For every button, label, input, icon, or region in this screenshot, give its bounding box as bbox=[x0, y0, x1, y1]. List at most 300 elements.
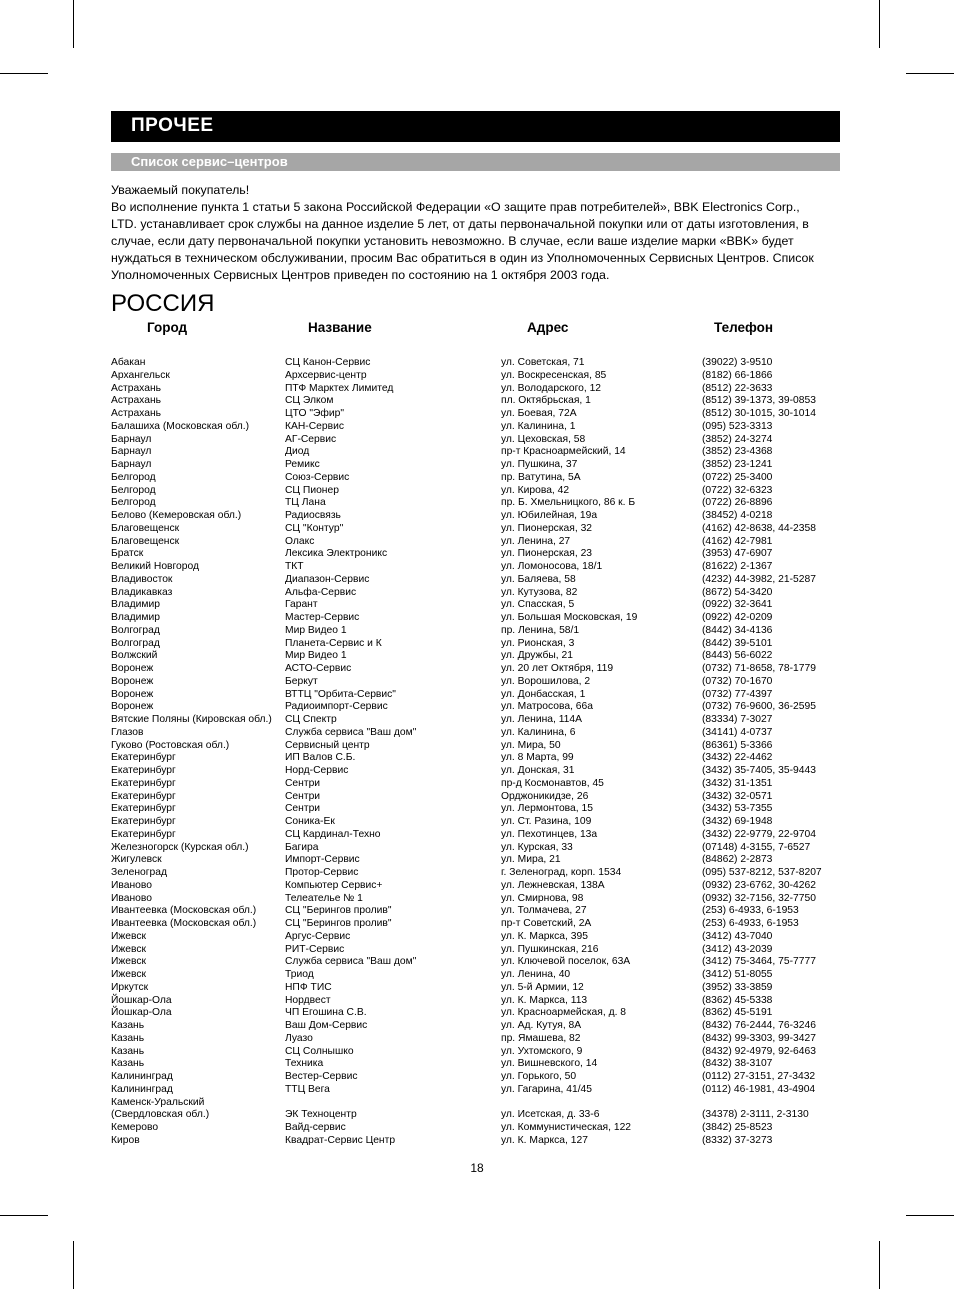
name-cell: ТЦ Лана bbox=[285, 497, 326, 509]
name-cell: Сентри bbox=[285, 777, 321, 789]
city-cell: Иваново bbox=[111, 879, 152, 891]
address-cell: ул. Красноармейская, д. 8 bbox=[501, 1007, 627, 1019]
city-cell: Владимир bbox=[111, 599, 160, 611]
city-cell: Воронеж bbox=[111, 663, 154, 674]
table-row bbox=[111, 408, 851, 421]
address-cell: ул. К. Маркса, 113 bbox=[501, 994, 588, 1006]
phone-cell: (0932) 23-6762, 30-4262 bbox=[702, 879, 816, 891]
name-cell: Альфа-Сервис bbox=[285, 586, 357, 598]
city-cell: Ижевск bbox=[111, 956, 147, 968]
address-cell: ул. Ломоносова, 18/1 bbox=[501, 561, 603, 572]
city-cell: Казань bbox=[111, 1032, 145, 1044]
phone-cell: (8512) 22-3633 bbox=[702, 382, 773, 394]
name-cell: СЦ Канон-Сервис bbox=[285, 357, 371, 368]
table-row bbox=[111, 995, 851, 1008]
intro-line: LTD. устанавливает срок службы на данное изделие 5 лет, от даты первоначальной покупки или от даты изготовления, в bbox=[111, 217, 809, 231]
table-row bbox=[111, 574, 851, 587]
address-cell: ул. Спасская, 5 bbox=[501, 599, 575, 611]
city-cell: Йошкар-Ола bbox=[111, 994, 172, 1006]
name-cell: АГ-Сервис bbox=[285, 433, 337, 445]
phone-cell: (4162) 42-7981 bbox=[702, 535, 773, 547]
phone-cell: (81622) 2-1367 bbox=[702, 561, 773, 572]
city-cell: Йошкар-Ола bbox=[111, 1007, 172, 1019]
city-cell: Абакан bbox=[111, 357, 146, 368]
table-row bbox=[111, 867, 851, 880]
address-cell: Орджоникидзе, 26 bbox=[501, 790, 589, 802]
table-row bbox=[111, 523, 851, 536]
phone-cell: (0732) 71-8658, 78-1779 bbox=[702, 663, 816, 674]
table-row bbox=[111, 536, 851, 549]
address-cell: ул. Калинина, 6 bbox=[501, 726, 576, 738]
city-cell: Воронеж bbox=[111, 688, 154, 700]
name-cell: СЦ Кардинал-Техно bbox=[285, 828, 381, 840]
city-cell: Белгород bbox=[111, 471, 156, 483]
city-cell: Кемерово bbox=[111, 1122, 159, 1133]
table-row bbox=[111, 829, 851, 842]
address-cell: ул. К. Маркса, 127 bbox=[501, 1134, 588, 1146]
crop-mark bbox=[73, 1241, 74, 1289]
table-row bbox=[111, 1135, 851, 1148]
city-cell: Ивантеевка (Московская обл.) bbox=[111, 905, 257, 917]
table-row bbox=[111, 1046, 851, 1059]
address-cell: ул. Вишневского, 14 bbox=[501, 1058, 598, 1070]
address-cell: ул. Кутузова, 82 bbox=[501, 586, 578, 598]
phone-cell: (3953) 47-6907 bbox=[702, 548, 773, 560]
address-cell: ул. Пушкинская, 216 bbox=[501, 943, 599, 955]
city-cell: Благовещенск bbox=[111, 522, 180, 534]
table-row bbox=[111, 880, 851, 893]
section-banner bbox=[111, 111, 840, 142]
address-cell: ул. Матросова, 66а bbox=[501, 701, 593, 713]
name-cell: Багира bbox=[285, 841, 319, 853]
phone-cell: (0722) 25-3400 bbox=[702, 471, 773, 483]
city-cell: Казань bbox=[111, 1058, 145, 1070]
name-cell: Ваш Дом-Сервис bbox=[285, 1020, 368, 1031]
phone-cell: (3432) 22-4462 bbox=[702, 752, 773, 764]
address-cell: ул. Боевая, 72А bbox=[501, 408, 577, 419]
address-cell: ул. Баляева, 58 bbox=[501, 573, 576, 585]
table-row bbox=[111, 472, 851, 485]
table-row bbox=[111, 944, 851, 957]
phone-cell: (3432) 53-7355 bbox=[702, 803, 773, 815]
city-cell: Белгород bbox=[111, 484, 156, 496]
table-row bbox=[111, 714, 851, 727]
city-cell: Белово (Кемеровская обл.) bbox=[111, 510, 242, 521]
table-row bbox=[111, 1058, 851, 1071]
city-cell: Воронеж bbox=[111, 701, 154, 713]
address-cell: ул. Ад. Кутуя, 8А bbox=[501, 1020, 582, 1031]
intro-line: случае, если дату первоначальной покупки установить невозможно. В случае, если ваше изделие марки «BBK» будет bbox=[111, 234, 794, 248]
crop-mark bbox=[73, 0, 74, 48]
phone-cell: (3412) 51-8055 bbox=[702, 969, 773, 980]
phone-cell: (8432) 76-2444, 76-3246 bbox=[702, 1020, 816, 1031]
address-cell: пр. Ленина, 58/1 bbox=[501, 624, 580, 636]
table-row bbox=[111, 854, 851, 867]
city-cell: Владивосток bbox=[111, 573, 173, 585]
name-cell: НПФ ТИС bbox=[285, 981, 332, 993]
phone-cell: (8512) 30-1015, 30-1014 bbox=[702, 408, 816, 419]
table-row bbox=[111, 842, 851, 855]
address-cell: ул. Воскресенская, 85 bbox=[501, 369, 607, 381]
name-cell: Мир Видео 1 bbox=[285, 650, 347, 662]
address-cell: ул. Лермонтова, 15 bbox=[501, 803, 593, 815]
name-cell: ПТФ Марктех Лимитед bbox=[285, 382, 394, 394]
address-cell: ул. Володарского, 12 bbox=[501, 382, 602, 394]
phone-cell: (0112) 27-3151, 27-3432 bbox=[702, 1071, 816, 1082]
country-heading: РОССИЯ bbox=[111, 290, 215, 317]
crop-mark bbox=[906, 73, 954, 74]
phone-cell: (3412) 43-2039 bbox=[702, 943, 773, 955]
phone-cell: (8362) 45-5191 bbox=[702, 1007, 773, 1019]
city-cell: Белгород bbox=[111, 497, 156, 509]
phone-cell: (095) 523-3313 bbox=[702, 420, 773, 432]
intro-line: нуждаться в техническом обслуживании, просим Вас обратиться в один из Уполномоченных Сервисных Центров. Список bbox=[111, 251, 814, 265]
address-cell: ул. Мира, 50 bbox=[501, 739, 561, 751]
table-row bbox=[111, 357, 851, 370]
phone-cell: (8442) 34-4136 bbox=[702, 624, 773, 636]
address-cell: ул. Горького, 50 bbox=[501, 1071, 577, 1082]
table-row bbox=[111, 459, 851, 472]
table-row bbox=[111, 421, 851, 434]
name-cell: Союз-Сервис bbox=[285, 471, 350, 483]
name-cell: КАН-Сервис bbox=[285, 420, 344, 432]
address-cell: ул. Гагарина, 41/45 bbox=[501, 1083, 593, 1095]
name-cell: ИП Валов С.Б. bbox=[285, 752, 356, 764]
phone-cell: (8432) 92-4979, 92-6463 bbox=[702, 1045, 816, 1057]
intro-line: Уполномоченных Сервисных Центров приведен по состоянию на 1 октября 2003 года. bbox=[111, 268, 610, 282]
city-cell: Киров bbox=[111, 1134, 140, 1146]
subsection-bar bbox=[111, 153, 840, 171]
city-cell: Вятские Поляны (Кировская обл.) bbox=[111, 714, 272, 725]
table-row bbox=[111, 599, 851, 612]
name-cell: Планета-Сервис и К bbox=[285, 637, 382, 649]
phone-cell: (0722) 26-8896 bbox=[702, 497, 773, 509]
name-cell: Триод bbox=[285, 969, 314, 980]
name-cell: Компьютер Сервис+ bbox=[285, 879, 383, 891]
address-cell: ул. Ленина, 40 bbox=[501, 969, 571, 980]
phone-cell: (3432) 22-9779, 22-9704 bbox=[702, 828, 816, 840]
address-cell: ул. Большая Московская, 19 bbox=[501, 612, 638, 623]
name-cell: Сентри bbox=[285, 790, 321, 802]
table-row bbox=[111, 625, 851, 638]
name-cell: СЦ Пионер bbox=[285, 484, 339, 496]
name-cell: ЧП Егошина С.В. bbox=[285, 1007, 367, 1019]
city-cell: Екатеринбург bbox=[111, 828, 176, 840]
table-row bbox=[111, 778, 851, 791]
city-cell: Глазов bbox=[111, 726, 144, 738]
table-row bbox=[111, 395, 851, 408]
page-number: 18 bbox=[470, 1161, 484, 1175]
address-cell: пр-т Красноармейский, 14 bbox=[501, 446, 626, 458]
address-cell: пр. Б. Хмельницкого, 86 к. Б bbox=[501, 497, 636, 509]
table-row bbox=[111, 689, 851, 702]
phone-cell: (0732) 76-9600, 36-2595 bbox=[702, 701, 816, 713]
name-cell: Олакс bbox=[285, 535, 315, 547]
phone-cell: (8672) 54-3420 bbox=[702, 586, 773, 598]
city-cell: Волжский bbox=[111, 650, 158, 662]
city-cell: Железногорск (Курская обл.) bbox=[111, 841, 249, 853]
section-title: ПРОЧЕЕ bbox=[131, 115, 214, 136]
address-cell: ул. Ленина, 114А bbox=[501, 714, 582, 725]
phone-cell: (095) 537-8212, 537-8207 bbox=[702, 867, 822, 878]
phone-cell: (0112) 46-1981, 43-4904 bbox=[702, 1083, 816, 1095]
address-cell: ул. Пионерская, 32 bbox=[501, 522, 593, 534]
city-cell: Ивантеевка (Московская обл.) bbox=[111, 918, 257, 929]
city-cell: Владикавказ bbox=[111, 586, 173, 598]
phone-cell: (4162) 42-8638, 44-2358 bbox=[702, 522, 816, 534]
name-cell: ЦТО "Эфир" bbox=[285, 408, 344, 419]
name-cell: Беркут bbox=[285, 675, 318, 687]
name-cell: ВТТЦ "Орбита-Сервис" bbox=[285, 688, 396, 700]
table-row bbox=[111, 905, 851, 918]
subsection-title: Список сервис–центров bbox=[131, 154, 288, 169]
address-cell: ул. Пехотинцев, 13а bbox=[501, 828, 598, 840]
city-cell: Астрахань bbox=[111, 382, 161, 394]
phone-cell: (39022) 3-9510 bbox=[702, 357, 773, 368]
phone-cell: (3952) 33-3859 bbox=[702, 981, 773, 993]
table-row bbox=[111, 650, 851, 663]
phone-cell: (253) 6-4933, 6-1953 bbox=[702, 905, 799, 917]
city-cell: Ижевск bbox=[111, 969, 147, 980]
name-cell: Служба сервиса "Ваш дом" bbox=[285, 956, 417, 968]
table-row bbox=[111, 1007, 851, 1020]
phone-cell: (3412) 75-3464, 75-7777 bbox=[702, 956, 816, 968]
city-cell: Волгоград bbox=[111, 637, 160, 649]
phone-cell: (0932) 32-7156, 32-7750 bbox=[702, 892, 816, 904]
phone-cell: (38452) 4-0218 bbox=[702, 510, 773, 521]
phone-cell: (8442) 39-5101 bbox=[702, 637, 773, 649]
name-cell: Вестер-Сервис bbox=[285, 1071, 358, 1082]
name-cell: СЦ "Берингов пролив" bbox=[285, 905, 392, 917]
address-cell: ул. Цеховская, 58 bbox=[501, 433, 586, 445]
phone-cell: (83334) 7-3027 bbox=[702, 714, 773, 725]
address-cell: пр. Ватутина, 5А bbox=[501, 471, 581, 483]
table-row bbox=[111, 1122, 851, 1135]
name-cell: Радиосвязь bbox=[285, 510, 341, 521]
column-header-name: Название bbox=[308, 320, 372, 335]
name-cell: Сервисный центр bbox=[285, 739, 370, 751]
table-row bbox=[111, 612, 851, 625]
address-cell: ул. Ст. Разина, 109 bbox=[501, 816, 592, 827]
city-cell: Астрахань bbox=[111, 395, 161, 407]
phone-cell: (34141) 4-0737 bbox=[702, 726, 773, 738]
table-row bbox=[111, 510, 851, 523]
phone-cell: (3852) 23-1241 bbox=[702, 459, 773, 470]
city-cell: Каменск-Уральский bbox=[111, 1096, 205, 1108]
phone-cell: (8432) 38-3107 bbox=[702, 1058, 773, 1070]
table-row bbox=[111, 638, 851, 651]
name-cell: Нордвест bbox=[285, 994, 331, 1006]
address-cell: ул. Лежневская, 138А bbox=[501, 879, 605, 891]
name-cell: Мастер-Сервис bbox=[285, 612, 360, 623]
name-cell: СЦ "Контур" bbox=[285, 522, 344, 534]
city-cell: Владимир bbox=[111, 612, 160, 623]
name-cell: Соника-Ек bbox=[285, 816, 335, 827]
phone-cell: (3432) 32-0571 bbox=[702, 790, 773, 802]
name-cell: Сентри bbox=[285, 803, 321, 815]
city-cell: Воронеж bbox=[111, 675, 154, 687]
table-row bbox=[111, 1033, 851, 1046]
crop-mark bbox=[879, 1241, 880, 1289]
city-cell: Екатеринбург bbox=[111, 765, 176, 776]
column-header-city: Город bbox=[147, 320, 188, 335]
city-cell: Екатеринбург bbox=[111, 777, 176, 789]
table-row bbox=[111, 548, 851, 561]
phone-cell: (0722) 32-6323 bbox=[702, 484, 773, 496]
city-cell: Гуково (Ростовская обл.) bbox=[111, 739, 230, 751]
phone-cell: (3412) 43-7040 bbox=[702, 930, 773, 942]
address-cell: ул. Советская, 71 bbox=[501, 357, 585, 368]
address-cell: ул. Курская, 33 bbox=[501, 841, 573, 853]
name-cell: Луазо bbox=[285, 1032, 313, 1044]
city-cell: Барнаул bbox=[111, 459, 152, 470]
address-cell: ул. Ключевой поселок, 63А bbox=[501, 956, 631, 968]
crop-mark bbox=[879, 0, 880, 48]
service-center-table bbox=[111, 357, 851, 1148]
crop-mark bbox=[906, 1215, 954, 1216]
phone-cell: (253) 6-4933, 6-1953 bbox=[702, 918, 799, 929]
city-cell: Казань bbox=[111, 1045, 145, 1057]
address-cell: г. Зеленоград, корп. 1534 bbox=[501, 867, 622, 878]
name-cell: Радиоимпорт-Сервис bbox=[285, 701, 388, 713]
address-cell: пр-д Космонавтов, 45 bbox=[501, 777, 604, 789]
address-cell: пр-т Советский, 2А bbox=[501, 918, 592, 929]
city-cell: Барнаул bbox=[111, 433, 152, 445]
table-row bbox=[111, 727, 851, 740]
address-cell: ул. 20 лет Октября, 119 bbox=[501, 663, 614, 674]
address-cell: ул. Смирнова, 98 bbox=[501, 892, 584, 904]
table-row bbox=[111, 561, 851, 574]
address-cell: ул. Юбилейная, 19а bbox=[501, 510, 598, 521]
city-cell: Жигулевск bbox=[111, 854, 162, 866]
table-row bbox=[111, 1071, 851, 1084]
city-cell: Братск bbox=[111, 548, 144, 560]
name-cell: СЦ Спектр bbox=[285, 714, 337, 725]
address-cell: ул. 8 Марта, 99 bbox=[501, 752, 574, 764]
phone-cell: (3432) 35-7405, 35-9443 bbox=[702, 765, 816, 776]
table-row bbox=[111, 765, 851, 778]
address-cell: пл. Октябрьская, 1 bbox=[501, 395, 591, 407]
phone-cell: (0732) 70-1670 bbox=[702, 675, 773, 687]
name-cell: РИТ-Сервис bbox=[285, 943, 345, 955]
name-cell: Протор-Сервис bbox=[285, 867, 359, 878]
phone-cell: (3842) 25-8523 bbox=[702, 1122, 773, 1133]
address-cell: ул. Калинина, 1 bbox=[501, 420, 576, 432]
city-cell: Зеленоград bbox=[111, 867, 167, 878]
address-cell: ул. Мира, 21 bbox=[501, 854, 561, 866]
name-cell: Телеателье № 1 bbox=[285, 892, 363, 904]
table-row bbox=[111, 434, 851, 447]
table-row bbox=[111, 893, 851, 906]
table-row bbox=[111, 969, 851, 982]
phone-cell: (0732) 77-4397 bbox=[702, 688, 773, 700]
name-cell: ТКТ bbox=[285, 561, 304, 572]
city-cell: Калининград bbox=[111, 1071, 173, 1082]
name-cell: Техника bbox=[285, 1058, 324, 1070]
city-cell: Астрахань bbox=[111, 408, 161, 419]
city-cell: Иркутск bbox=[111, 981, 149, 993]
phone-cell: (4232) 44-3982, 21-5287 bbox=[702, 573, 816, 585]
table-row bbox=[111, 701, 851, 714]
address-cell: ул. Ленина, 27 bbox=[501, 535, 571, 547]
address-cell: ул. Дружбы, 21 bbox=[501, 650, 573, 662]
table-row bbox=[111, 497, 851, 510]
phone-cell: (3432) 31-1351 bbox=[702, 777, 773, 789]
name-cell: СЦ "Берингов пролив" bbox=[285, 918, 392, 929]
address-cell: пр. Ямашева, 82 bbox=[501, 1032, 581, 1044]
name-cell: АСТО-Сервис bbox=[285, 663, 352, 674]
table-row bbox=[111, 1020, 851, 1033]
table-row bbox=[111, 752, 851, 765]
address-cell: ул. Ухтомского, 9 bbox=[501, 1045, 583, 1057]
address-cell: ул. Ворошилова, 2 bbox=[501, 675, 591, 687]
address-cell: ул. К. Маркса, 395 bbox=[501, 930, 588, 942]
intro-line: Уважаемый покупатель! bbox=[111, 183, 250, 197]
phone-cell: (3852) 24-3274 bbox=[702, 433, 773, 445]
name-cell: Гарант bbox=[285, 599, 318, 611]
city-cell: Ижевск bbox=[111, 930, 147, 942]
table-row bbox=[111, 918, 851, 931]
city-cell: Калининград bbox=[111, 1083, 173, 1095]
city-cell: Благовещенск bbox=[111, 535, 180, 547]
city-cell: Великий Новгород bbox=[111, 561, 200, 572]
table-row bbox=[111, 370, 851, 383]
name-cell: Мир Видео 1 bbox=[285, 624, 347, 636]
intro-line: Во исполнение пункта 1 статьи 5 закона Российской Федерации «О защите прав потребителей», BBK Electronics Corp., bbox=[111, 200, 800, 214]
address-cell: ул. Донская, 31 bbox=[501, 765, 575, 776]
name-cell: Служба сервиса "Ваш дом" bbox=[285, 726, 417, 738]
phone-cell: (8512) 39-1373, 39-0853 bbox=[702, 395, 816, 407]
city-cell: Балашиха (Московская обл.) bbox=[111, 420, 250, 432]
phone-cell: (3852) 23-4368 bbox=[702, 446, 773, 458]
intro-paragraph bbox=[111, 182, 841, 284]
address-cell: ул. Кирова, 42 bbox=[501, 484, 570, 496]
table-row bbox=[111, 931, 851, 944]
city-cell: Казань bbox=[111, 1020, 145, 1031]
address-cell: ул. Пушкина, 37 bbox=[501, 459, 578, 470]
table-row bbox=[111, 1097, 851, 1110]
crop-mark bbox=[0, 73, 48, 74]
table-row bbox=[111, 485, 851, 498]
name-cell: СЦ Солнышко bbox=[285, 1045, 354, 1057]
table-row bbox=[111, 816, 851, 829]
table-row bbox=[111, 587, 851, 600]
phone-cell: (07148) 4-3155, 7-6527 bbox=[702, 841, 811, 853]
crop-mark bbox=[0, 1215, 48, 1216]
city-cell: Архангельск bbox=[111, 369, 170, 381]
city-cell: Волгоград bbox=[111, 624, 160, 636]
city-cell: Ижевск bbox=[111, 943, 147, 955]
city-cell: Екатеринбург bbox=[111, 816, 176, 827]
table-row bbox=[111, 1109, 851, 1122]
address-cell: ул. Коммунистическая, 122 bbox=[501, 1122, 632, 1133]
name-cell: Импорт-Сервис bbox=[285, 854, 360, 866]
city-cell: Иваново bbox=[111, 892, 152, 904]
column-header-address: Адрес bbox=[527, 320, 569, 335]
name-cell: ТТЦ Вега bbox=[285, 1083, 330, 1095]
address-cell: ул. Донбасская, 1 bbox=[501, 688, 586, 700]
table-row bbox=[111, 383, 851, 396]
table-row bbox=[111, 1084, 851, 1097]
phone-cell: (0922) 32-3641 bbox=[702, 599, 773, 611]
name-cell: Лексика Электроникс bbox=[285, 548, 388, 560]
table-row bbox=[111, 663, 851, 676]
name-cell: Ремикс bbox=[285, 459, 320, 470]
table-row bbox=[111, 803, 851, 816]
name-cell: Вайд-сервис bbox=[285, 1122, 346, 1133]
address-cell: ул. Пионерская, 23 bbox=[501, 548, 593, 560]
table-row bbox=[111, 982, 851, 995]
